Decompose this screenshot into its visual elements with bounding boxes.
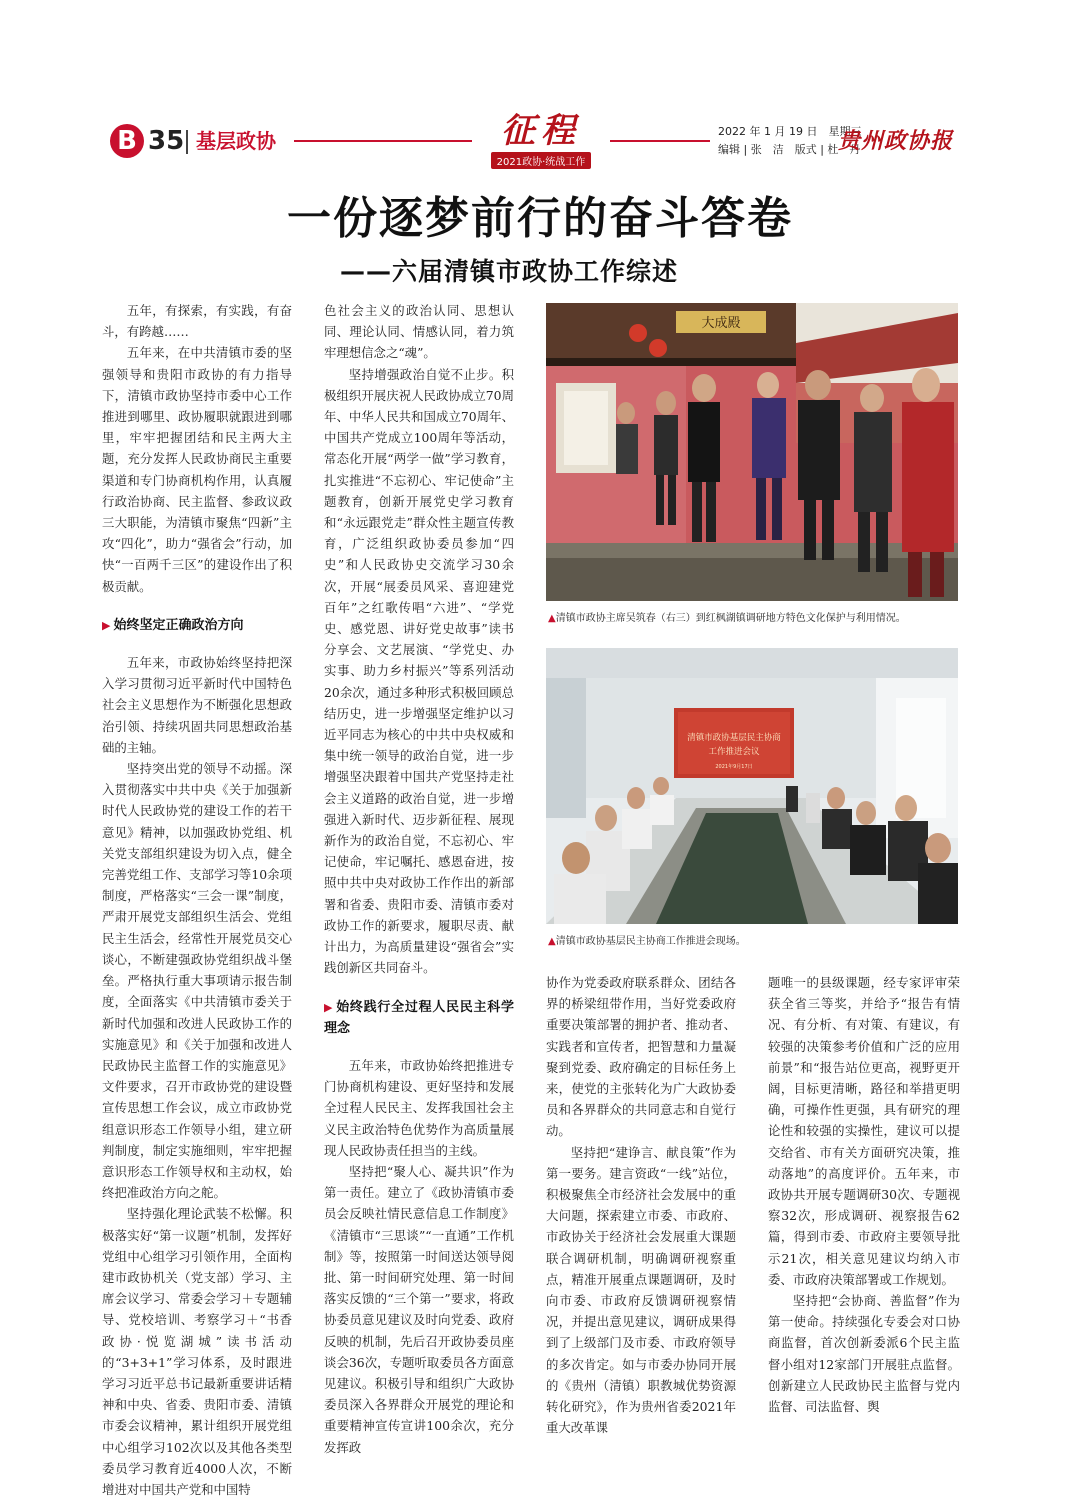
paragraph: 坚持强化理论武装不松懈。积极落实好“第一议题”机制，发挥好党组中心组学习引领作用，全面构建市政协机关（党支部）学习、主席会议学习、常委会学习＋专题辅导、党校培训、考察学习＋“书香政协·悦览湖城”读书活动的“3+3+1”学习体系，及时跟进学习习近平总书记最新重要讲话精神和中央、省委、贵阳市委、清镇市委会议精神，累计组织开展党组中心组学习102次以及其他各类型委员学习教育近4000人次，不断增进对中国共产党和中国特 bbox=[102, 1206, 292, 1497]
column-logo-tag: 2021政协·统战工作 bbox=[491, 152, 592, 169]
photo-meeting-caption bbox=[548, 935, 746, 949]
header-rule-right bbox=[610, 140, 710, 142]
photo2-screen-line2: 工作推进会议 bbox=[708, 747, 760, 757]
photo-meeting-caption-text: 清镇市政协基层民主协商工作推进会现场。 bbox=[555, 936, 746, 947]
paragraph: 坚持把“建诤言、献良策”作为第一要务。建言资政“一线”站位，积极聚焦全市经济社会发展中的重大问题，探索建立市委、市政府、市政协关于经济社会发展重大课题联合调研机制，明确调研视察重点，精准开展重点课题调研，及时向市委、市政府反馈调研视察情况，并提出意见建议，调研成果得到了上级部门及市委、市政府领导的多次肯定。如与市委办协同开展的《贵州（清镇）职教城优势资源转化研究》，作为贵州省委2021年重大改革课 bbox=[546, 1144, 736, 1436]
photo-meeting bbox=[546, 648, 958, 924]
article-column-3 bbox=[546, 972, 736, 1436]
photo-field-visit bbox=[546, 303, 958, 601]
triangle-icon: ▲ bbox=[548, 613, 556, 624]
section-name: 基层政协 bbox=[196, 129, 276, 153]
column-logo-text: 征程 bbox=[501, 111, 581, 151]
issue-date: 2022 年 1 月 19 日 星期三 bbox=[718, 125, 862, 138]
article-column-1 bbox=[102, 300, 292, 1497]
paragraph: 坚持把“会协商、善监督”作为第一使命。持续强化专委会对口协商监督，首次创新委派6个民主监督小组对12家部门开展驻点监督。创新建立人民政协民主监督与党内监督、司法监督、舆 bbox=[768, 1293, 960, 1415]
column-logo bbox=[478, 112, 604, 170]
triangle-icon: ▶ bbox=[102, 618, 111, 632]
paragraph: 五年来，市政协始终坚持把深入学习贯彻习近平新时代中国特色社会主义思想作为不断强化思想政治引领、持续巩固共同思想政治基础的主轴。 bbox=[102, 655, 292, 755]
paragraph: 五年来，在中共清镇市委的坚强领导和贵阳市政协的有力指导下，清镇市政协坚持市委中心工作推进到哪里、政协履职就跟进到哪里，牢牢把握团结和民主两大主题，充分发挥人民政协商民主重要渠道和专门协商机构作用，认真履行政治协商、民主监督、参政议政三大职能，为清镇市聚焦“四新”主攻“四化”，助力“强省会”行动，加快“一百两千三区”的建设作出了积极贡献。 bbox=[102, 345, 292, 594]
article-column-2 bbox=[324, 300, 514, 1455]
paragraph: 题唯一的县级课题，经专家评审荣获全省三等奖，并给予“报告有情况、有分析、有对策、有建议，有较强的决策参考价值和广泛的应用前景”和“报告站位更高，视野更开阔，目标更清晰，路径和举措更明确，可操作性更强，具有研究的理论性和较强的实操性，建议可以提交给省、市有关方面研究决策，推动落地”的高度评价。五年来，市政协共开展专题调研30次、专题视察32次，形成调研、视察报告62篇，得到市委、市政府主要领导批示21次，相关意见建议均纳入市委、市政府决策部署或工作规划。 bbox=[768, 975, 960, 1287]
paragraph: 坚持增强政治自觉不止步。积极组织开展庆祝人民政协成立70周年、中华人民共和国成立70周年、中国共产党成立100周年等活动，常态化开展“两学一做”学习教育，扎实推进“不忘初心、牢记使命”主题教育，创新开展党史学习教育和“永远跟党走”群众性主题宣传教育，广泛组织政协委员参加“四史”和人民政协史交流学习30余次，开展“展委员风采、喜迎建党百年”之红歌传唱“六进”、“学党史、感党恩、讲好党史故事”读书分享会、文艺展演、“学党史、办实事、助力乡村振兴”等系列活动20余次，通过多种形式积极回顾总结历史，进一步增强坚定维护以习近平同志为核心的中共中央权威和集中统一领导的政治自觉，进一步增强坚决跟着中国共产党坚持走社会主义道路的政治自觉，进一步增强进入新时代、迈步新征程、展现新作为的政治自觉，不忘初心、牢记使命，牢记嘱托、感恩奋进，按照中共中央对政协工作作出的新部署和省委、贵阳市委、清镇市委对政协工作的新要求，履职尽责、献计出力，为高质量建设“强省会”实践创新区共同奋斗。 bbox=[324, 366, 514, 976]
section-heading-text: 始终坚定正确政治方向 bbox=[113, 617, 244, 633]
photo2-screen-line1: 清镇市政协基层民主协商 bbox=[687, 733, 781, 743]
header-rule-left bbox=[294, 140, 472, 142]
page-badge: B bbox=[110, 124, 144, 158]
photo-meeting-image bbox=[546, 648, 958, 924]
article-title: 一份逐梦前行的奋斗答卷 bbox=[287, 193, 793, 244]
page-number: 35 bbox=[148, 126, 185, 156]
section-heading bbox=[102, 615, 292, 636]
header-separator bbox=[186, 130, 188, 154]
paragraph: 五年来，市政协始终把推进专门协商机构建设、更好坚持和发展全过程人民民主、发挥我国社会主义民主政治特色优势作为高质量展现人民政协责任担当的主线。 bbox=[324, 1057, 514, 1158]
paragraph: 协作为党委政府联系群众、团结各界的桥梁纽带作用，当好党委政府重要决策部署的拥护者、推动者、实践者和宣传者，把智慧和力量凝聚到党委、政府确定的目标任务上来，使党的主张转化为广大政协委员和各界群众的共同意志和自觉行动。 bbox=[546, 975, 736, 1139]
paragraph: 坚持把“聚人心、凝共识”作为第一责任。建立了《政协清镇市委员会反映社情民意信息工作制度》《清镇市“三思谈”“一直通”工作机制》等，按照第一时间送达领导阅批、第一时间研究处理、第一时间落实反馈的“三个第一”要求，将政协委员意见建议及时向党委、政府反映的机制，先后召开政协委员座谈会36次，专题听取委员各方面意见建议。积极引导和组织广大政协委员深入各界群众开展党的理论和重要精神宣传宣讲100余次，充分发挥政 bbox=[324, 1163, 514, 1455]
paragraph: 五年，有探索，有实践，有奋斗，有跨越…… bbox=[102, 303, 292, 340]
photo-field-visit-caption-text: 清镇市政协主席吴筑春（右三）到红枫湖镇调研地方特色文化保护与利用情况。 bbox=[555, 613, 906, 624]
photo1-sign: 大成殿 bbox=[701, 316, 741, 331]
photo-field-visit-image bbox=[546, 303, 958, 601]
triangle-icon: ▶ bbox=[324, 1000, 334, 1014]
newspaper-name: 贵州政协报 bbox=[838, 128, 954, 154]
paragraph: 坚持突出党的领导不动摇。深入贯彻落实中共中央《关于加强新时代人民政协党的建设工作的若干意见》精神，以加强政协党组、机关党支部组织建设为切入点，健全完善党组工作、支部学习等10余项制度，严格落实“三会一课”制度，严肃开展党支部组织生活会、党组民主生活会，经常性开展党员交心谈心，不断建强政协党组织战斗堡垒。严格执行重大事项请示报告制度，全面落实《中共清镇市委关于新时代加强和改进人民政协工作的实施意见》和《关于加强和改进人民政协民主监督工作的实施意见》文件要求，召开市政协党的建设暨宣传思想工作会议，成立市政协党组意识形态工作领导小组，建立研判制度，制定实施细则，牢牢把握意识形态工作领导权和主动权，始终把准政治方向之舵。 bbox=[102, 761, 292, 1201]
article-column-4 bbox=[768, 972, 960, 1415]
triangle-icon: ▲ bbox=[548, 936, 556, 947]
photo-field-visit-caption bbox=[548, 612, 906, 626]
article-subtitle: ——六届清镇市政协工作综述 bbox=[340, 257, 679, 286]
editor-credits: 编辑 | 张 洁 版式 | 杜 丹 bbox=[718, 143, 861, 156]
section-heading bbox=[324, 997, 514, 1039]
section-heading-text: 始终践行全过程人民民主科学理念 bbox=[324, 999, 514, 1036]
page-header bbox=[0, 0, 1080, 170]
photo2-screen-date: 2021年9月17日 bbox=[715, 764, 753, 770]
paragraph: 色社会主义的政治认同、思想认同、理论认同、情感认同，着力筑牢理想信念之“魂”。 bbox=[324, 303, 514, 361]
